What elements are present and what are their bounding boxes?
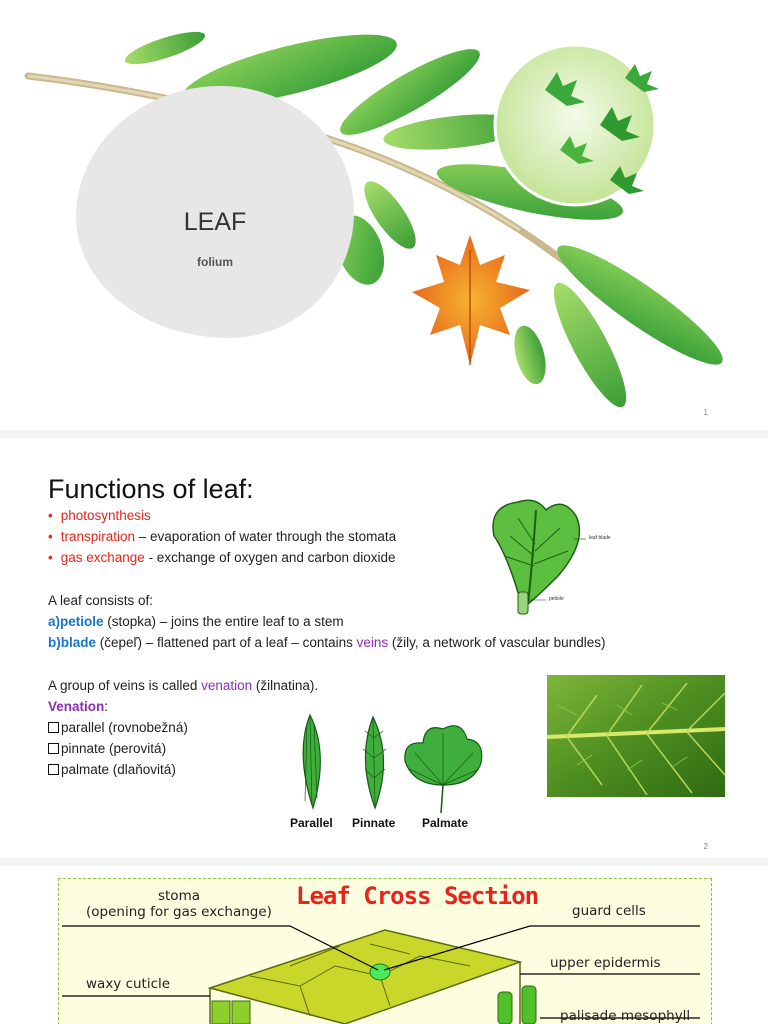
shape-label-pinnate: Pinnate [352,816,396,830]
bullet-icon: • [48,508,53,523]
stoma-label [74,888,284,920]
function-item [48,529,396,544]
part-prefix: b) [48,635,61,650]
function-term: photosynthesis [60,508,151,523]
venation-type-label: palmate (dlaňovitá) [61,762,176,777]
part-term: petiole [60,614,104,629]
guard-cells-label: guard cells [572,903,646,919]
venation-term: venation [201,678,253,693]
slide-subtitle: folium [197,255,233,269]
venation-heading [48,699,108,714]
palisade-label: palisade mesophyll [560,1008,691,1024]
bullet-icon: • [48,550,53,565]
slide-functions [0,438,768,858]
venation-intro-end: (žilnatina). [252,678,319,693]
venation-intro-start: A group of veins is called [48,678,202,693]
slide-gap [0,858,768,866]
function-term: gas exchange [60,550,145,565]
function-desc: - exchange of oxygen and carbon dioxide [144,550,396,565]
checkbox-icon [48,722,59,733]
function-item [48,508,151,523]
cross-section-title: Leaf Cross Section [296,882,539,910]
waxy-cuticle-label: waxy cuticle [86,976,171,992]
venation-intro [48,678,318,693]
venation-type [48,720,188,735]
stoma-text: stoma [157,888,200,904]
checkbox-icon [48,764,59,775]
slide-gap [0,430,768,438]
shape-label-palmate: Palmate [422,816,469,830]
part-prefix: a) [48,614,61,629]
petiole-label: petiole [549,596,564,602]
part-desc: (stopka) – joins the entire leaf to a stem [103,614,344,629]
part-blade [48,635,605,650]
checkbox-icon [48,743,59,754]
page-number: 2 [703,842,708,851]
venation-type-label: parallel (rovnobežná) [61,720,188,735]
function-item [48,550,396,565]
slide-title [0,0,768,430]
venation-heading-text: Venation [48,699,105,714]
functions-heading: Functions of leaf: [48,474,254,504]
venation-type [48,762,176,777]
venation-shapes-illustration [285,713,485,833]
leaf-closeup-photo [547,675,725,797]
venation-colon: : [104,699,109,714]
part-desc-end: (žily, a network of vascular bundles) [388,635,606,650]
leaf-blade-label: leaf blade [589,535,611,541]
stoma-subtext: (opening for gas exchange) [86,904,272,920]
part-term: blade [60,635,97,650]
part-petiole [48,614,344,629]
upper-epidermis-label: upper epidermis [550,955,661,971]
shape-label-parallel: Parallel [290,816,333,830]
bullet-icon: • [48,529,53,544]
venation-type-label: pinnate (perovitá) [61,741,167,756]
part-desc: (čepeľ) – flattened part of a leaf – contains [96,635,357,650]
leaf-anatomy-diagram [488,496,628,621]
function-term: transpiration [60,529,136,544]
slide-cross-section [0,866,768,1024]
consists-intro: A leaf consists of: [48,593,154,608]
function-desc: – evaporation of water through the stomata [135,529,397,544]
slide-title-text: LEAF [183,208,247,236]
venation-type [48,741,166,756]
veins-term: veins [356,635,389,650]
page-number: 1 [703,408,708,417]
